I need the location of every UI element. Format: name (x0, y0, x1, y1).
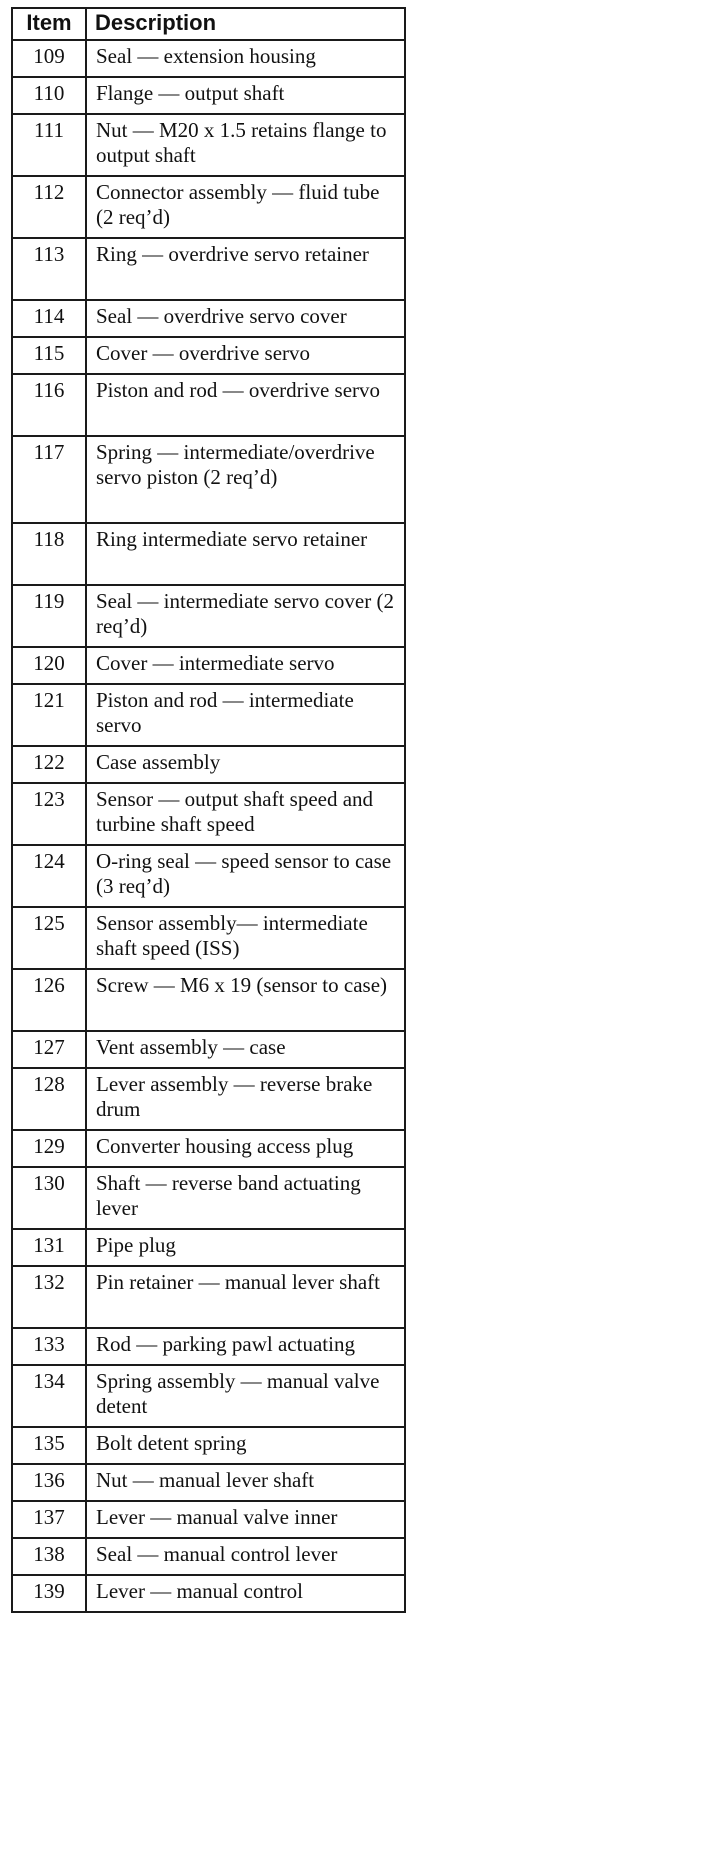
table-row (12, 1130, 405, 1167)
item-number: 115 (12, 337, 86, 374)
item-description: Nut — M20 x 1.5 retains flange to output shaft (86, 114, 405, 176)
item-description: Sensor — output shaft speed and turbine shaft speed (86, 783, 405, 845)
table-row (12, 1328, 405, 1365)
item-number: 122 (12, 746, 86, 783)
table-row (12, 1229, 405, 1266)
item-number: 131 (12, 1229, 86, 1266)
item-number: 134 (12, 1365, 86, 1427)
item-number: 128 (12, 1068, 86, 1130)
table-row (12, 746, 405, 783)
table-row (12, 238, 405, 300)
item-description: Seal — manual control lever (86, 1538, 405, 1575)
table-row (12, 1575, 405, 1612)
item-number: 126 (12, 969, 86, 1031)
item-number: 109 (12, 40, 86, 77)
table-row (12, 1031, 405, 1068)
table-row (12, 1365, 405, 1427)
table-row (12, 77, 405, 114)
header-row (12, 8, 405, 40)
table-body (12, 40, 405, 1612)
item-number: 116 (12, 374, 86, 436)
item-number: 138 (12, 1538, 86, 1575)
item-description: Spring — intermediate/overdrive servo piston (2 req’d) (86, 436, 405, 523)
table-row (12, 1427, 405, 1464)
item-description: O-ring seal — speed sensor to case (3 req’d) (86, 845, 405, 907)
table-row (12, 907, 405, 969)
item-number: 123 (12, 783, 86, 845)
table-row (12, 684, 405, 746)
table-row (12, 969, 405, 1031)
table-row (12, 783, 405, 845)
item-number: 137 (12, 1501, 86, 1538)
table-row (12, 1538, 405, 1575)
column-header-description: Description (86, 8, 405, 40)
table-row (12, 1501, 405, 1538)
item-description: Seal — extension housing (86, 40, 405, 77)
item-number: 121 (12, 684, 86, 746)
item-description: Ring intermediate servo retainer (86, 523, 405, 585)
item-description: Case assembly (86, 746, 405, 783)
item-description: Shaft — reverse band actuating lever (86, 1167, 405, 1229)
item-description: Rod — parking pawl actuating (86, 1328, 405, 1365)
item-number: 111 (12, 114, 86, 176)
table-row (12, 337, 405, 374)
table-row (12, 845, 405, 907)
table-row (12, 647, 405, 684)
item-number: 135 (12, 1427, 86, 1464)
item-description: Screw — M6 x 19 (sensor to case) (86, 969, 405, 1031)
table-row (12, 114, 405, 176)
table-row (12, 374, 405, 436)
item-number: 120 (12, 647, 86, 684)
table-row (12, 1068, 405, 1130)
item-number: 136 (12, 1464, 86, 1501)
item-description: Connector assembly — fluid tube (2 req’d) (86, 176, 405, 238)
item-description: Lever — manual valve inner (86, 1501, 405, 1538)
item-number: 117 (12, 436, 86, 523)
item-number: 127 (12, 1031, 86, 1068)
item-description: Lever — manual control (86, 1575, 405, 1612)
item-number: 124 (12, 845, 86, 907)
item-number: 132 (12, 1266, 86, 1328)
item-description: Seal — intermediate servo cover (2 req’d) (86, 585, 405, 647)
table-row (12, 1266, 405, 1328)
item-description: Flange — output shaft (86, 77, 405, 114)
table-row (12, 523, 405, 585)
table-row (12, 436, 405, 523)
item-description: Piston and rod — intermediate servo (86, 684, 405, 746)
table-row (12, 1167, 405, 1229)
table-row (12, 300, 405, 337)
item-number: 113 (12, 238, 86, 300)
item-description: Spring assembly — manual valve detent (86, 1365, 405, 1427)
item-description: Seal — overdrive servo cover (86, 300, 405, 337)
table-header (12, 8, 405, 40)
parts-table (11, 7, 406, 1613)
item-number: 119 (12, 585, 86, 647)
item-description: Nut — manual lever shaft (86, 1464, 405, 1501)
item-description: Vent assembly — case (86, 1031, 405, 1068)
item-description: Piston and rod — overdrive servo (86, 374, 405, 436)
item-number: 139 (12, 1575, 86, 1612)
item-number: 112 (12, 176, 86, 238)
item-number: 129 (12, 1130, 86, 1167)
item-description: Pipe plug (86, 1229, 405, 1266)
table-row (12, 585, 405, 647)
table-row (12, 1464, 405, 1501)
item-number: 133 (12, 1328, 86, 1365)
item-number: 118 (12, 523, 86, 585)
item-description: Cover — overdrive servo (86, 337, 405, 374)
item-description: Converter housing access plug (86, 1130, 405, 1167)
item-description: Pin retainer — manual lever shaft (86, 1266, 405, 1328)
table-row (12, 40, 405, 77)
table-row (12, 176, 405, 238)
item-description: Lever assembly — reverse brake drum (86, 1068, 405, 1130)
item-description: Cover — intermediate servo (86, 647, 405, 684)
item-number: 130 (12, 1167, 86, 1229)
item-number: 125 (12, 907, 86, 969)
item-number: 110 (12, 77, 86, 114)
item-number: 114 (12, 300, 86, 337)
item-description: Sensor assembly— intermediate shaft speed (ISS) (86, 907, 405, 969)
item-description: Ring — overdrive servo retainer (86, 238, 405, 300)
item-description: Bolt detent spring (86, 1427, 405, 1464)
column-header-item: Item (12, 8, 86, 40)
